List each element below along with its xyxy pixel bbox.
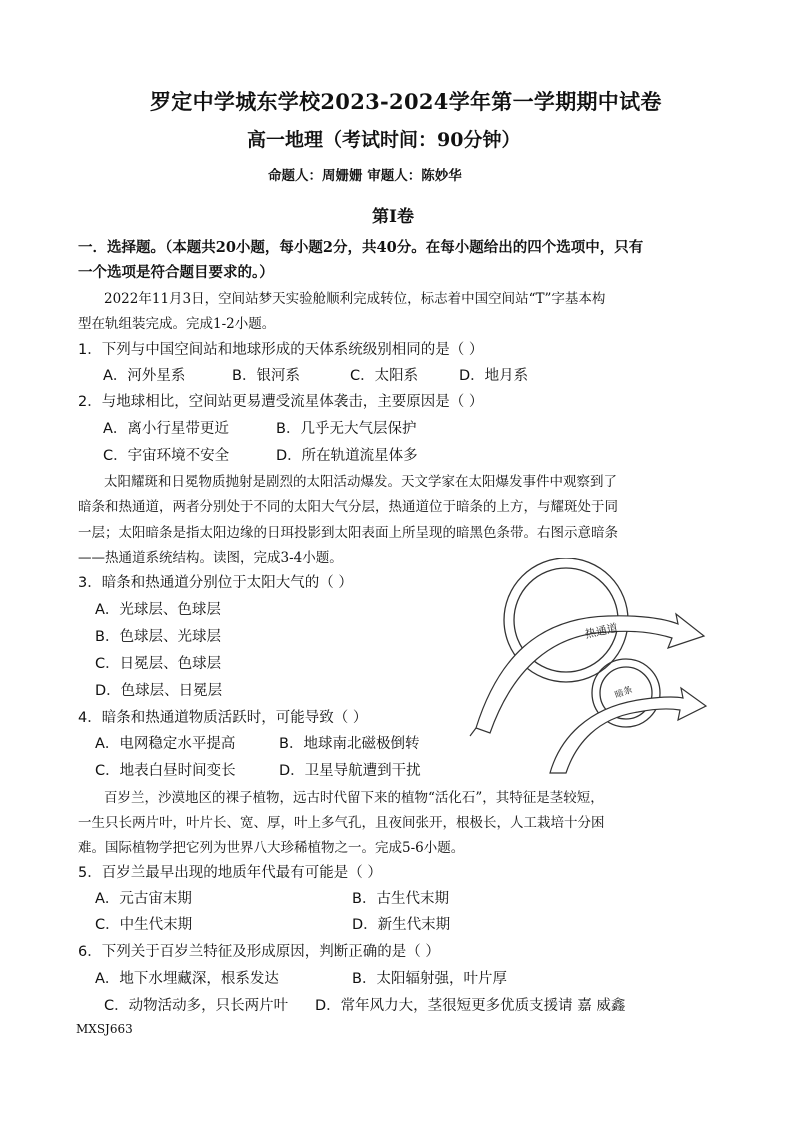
question-6-option-d: D．常年风力大，茎很短更多优质支援请 嘉 威鑫	[315, 998, 626, 1014]
question-2-option-d: D．所在轨道流星体多	[276, 448, 418, 464]
question-6-option-a: A．地下水埋藏深，根系发达	[95, 971, 279, 987]
question-2-stem: 2．与地球相比，空间站更易遭受流星体袭击，主要原因是（ ）	[78, 394, 484, 410]
document-code: MXSJ663	[76, 1022, 133, 1036]
question-2-option-c: C．宇宙环境不安全	[103, 448, 230, 464]
question-1-option-d: D．地月系	[459, 368, 529, 384]
question-1-stem: 1．下列与中国空间站和地球形成的天体系统级别相同的是（ ）	[78, 342, 484, 358]
exam-authors: 命题人：周姗姗 审题人：陈妙华	[268, 168, 462, 184]
question-3-option-c: C．日冕层、色球层	[95, 656, 222, 672]
question-6-stem: 6．下列关于百岁兰特征及形成原因，判断正确的是（ ）	[78, 944, 440, 960]
section-heading-line2: 一个选项是符合题目要求的。）	[78, 264, 274, 281]
filament-band	[550, 688, 706, 773]
question-2-option-a: A．离小行星带更近	[103, 421, 229, 437]
question-4-option-a: A．电网稳定水平提高	[95, 736, 236, 752]
passage2-line4: ——热通道系统结构。读图，完成3-4小题。	[78, 550, 343, 566]
question-2-option-b: B．几乎无大气层保护	[276, 421, 417, 437]
passage2-line3: 一层；太阳暗条是指太阳边缘的日珥投影到太阳表面上所呈现的暗黑色条带。右图示意暗条	[78, 525, 618, 541]
question-4-option-b: B．地球南北磁极倒转	[279, 736, 420, 752]
question-1-option-a: A．河外星系	[103, 368, 186, 384]
question-3-option-d: D．色球层、日冕层	[95, 683, 223, 699]
question-5-stem: 5．百岁兰最早出现的地质年代最有可能是（ ）	[78, 865, 382, 881]
question-1-option-c: C．太阳系	[350, 368, 419, 384]
question-3-stem: 3．暗条和热通道分别位于太阳大气的（ ）	[78, 575, 353, 591]
question-6-option-b: B．太阳辐射强，叶片厚	[352, 971, 507, 987]
exam-subtitle: 高一地理（考试时间：90分钟）	[247, 129, 521, 151]
passage3-line3: 难。国际植物学把它列为世界八大珍稀植物之一。完成5-6小题。	[78, 840, 465, 856]
filament-label: 暗条	[613, 685, 634, 701]
question-4-stem: 4．暗条和热通道物质活跃时，可能导致（ ）	[78, 710, 368, 726]
passage3-line2: 一生只长两片叶，叶片长、宽、厚，叶上多气孔，且夜间张开，根极长，人工栽培十分困	[78, 815, 605, 831]
passage1-line1: 2022年11月3日，空间站梦天实验舱顺利完成转位，标志着中国空间站“T”字基本构	[104, 291, 606, 307]
volume-label: 第Ⅰ卷	[372, 207, 414, 227]
question-5-option-a: A．元古宙末期	[95, 891, 192, 907]
passage3-line1: 百岁兰，沙漠地区的裸子植物，远古时代留下来的植物“活化石”，其特征是茎较短，	[104, 790, 604, 806]
section-heading-line1: 一．选择题。（本题共20小题，每小题2分，共40分。在每小题给出的四个选项中，只有	[78, 239, 644, 256]
question-1-option-b: B．银河系	[232, 368, 300, 384]
filament-hot-channel-diagram	[468, 558, 708, 788]
question-4-option-d: D．卫星导航遭到干扰	[279, 763, 421, 779]
question-4-option-c: C．地表白昼时间变长	[95, 763, 236, 779]
question-5-option-c: C．中生代末期	[95, 917, 193, 933]
question-3-option-b: B．色球层、光球层	[95, 629, 221, 645]
passage2-line2: 暗条和热通道，两者分别处于不同的太阳大气分层，热通道位于暗条的上方，与耀斑处于同	[78, 499, 618, 515]
hot-channel-label: 热通道	[583, 621, 619, 641]
passage2-line1: 太阳耀斑和日冕物质抛射是剧烈的太阳活动爆发。天文学家在太阳爆发事件中观察到了	[104, 474, 617, 490]
question-5-option-d: D．新生代末期	[352, 917, 451, 933]
passage1-line2: 型在轨组装完成。完成1-2小题。	[78, 316, 276, 332]
exam-title: 罗定中学城东学校2023-2024学年第一学期期中试卷	[150, 89, 662, 114]
question-6-option-c: C．动物活动多，只长两片叶	[104, 998, 289, 1014]
question-3-option-a: A．光球层、色球层	[95, 602, 221, 618]
question-5-option-b: B．古生代末期	[352, 891, 449, 907]
